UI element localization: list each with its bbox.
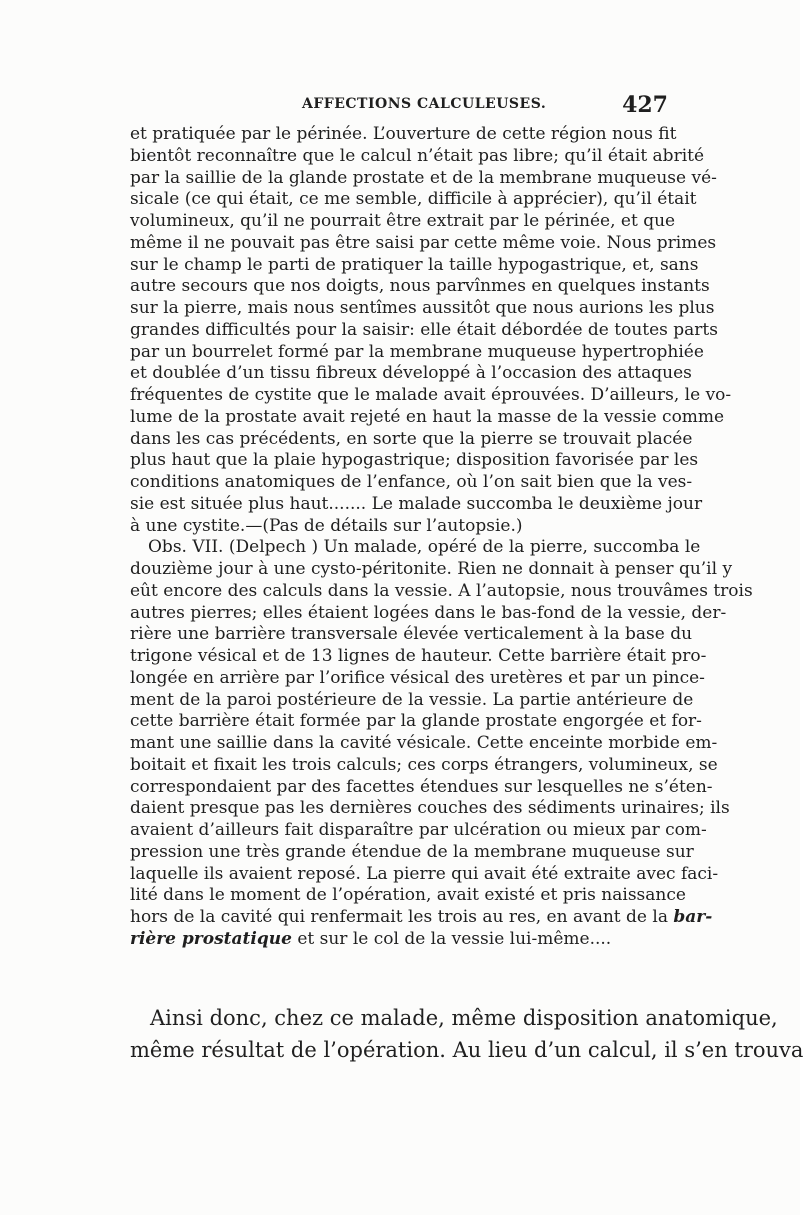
text-line: à une cystite.—(Pas de détails sur l’autopsie.): [130, 515, 523, 536]
text-line: sur le champ le parti de pratiquer la taille hypogastrique, et, sans: [130, 254, 699, 275]
observation-line: pression une très grande étendue de la membrane muqueuse sur: [130, 841, 694, 862]
text-line: volumineux, qu’il ne pourrait être extrait par le périnée, et que: [130, 211, 676, 231]
observation-line: Obs. VII. (Delpech ) Un malade, opéré de la pierre, succomba le: [148, 537, 701, 558]
text-line: autre secours que nos doigts, nous parvînmes en quelques instants: [130, 276, 710, 297]
observation-line: lité dans le moment de l’opération, avait existé et pris naissance: [130, 885, 686, 906]
text-line: plus haut que la plaie hypogastrique; disposition favorisée par les: [130, 450, 699, 471]
observation-line: mant une saillie dans la cavité vésicale. Cette enceinte morbide em-: [130, 733, 718, 753]
page-header: [130, 92, 670, 122]
text-line: sur la pierre, mais nous sentîmes aussitôt que nous aurions les plus: [130, 298, 715, 318]
text-line: et pratiquée par le périnée. L’ouverture de cette région nous fit: [130, 124, 677, 144]
conclusion-paragraph: [130, 1002, 803, 1066]
text-line: même il ne pouvait pas être saisi par cette même voie. Nous primes: [130, 232, 717, 253]
page-number: 427: [622, 92, 668, 118]
observation-line: trigone vésical et de 13 lignes de hauteur. Cette barrière était pro-: [130, 646, 707, 666]
text-line: par un bourrelet formé par la membrane muqueuse hypertrophiée: [130, 341, 704, 362]
observation-line: longée en arrière par l’orifice vésical des uretères et par un pince-: [130, 667, 705, 688]
observation-line: ment de la paroi postérieure de la vessie. La partie antérieure de: [130, 689, 694, 710]
main-text: [130, 124, 753, 951]
observation-line: autres pierres; elles étaient logées dans le bas-fond de la vessie, der-: [130, 602, 727, 623]
observation-last-line: [130, 929, 670, 951]
observation-tail: et sur le col de la vessie lui-même....: [291, 928, 612, 949]
italic-term-part-b: rière prostatique: [130, 928, 292, 949]
observation-line-with-italic: [130, 907, 713, 929]
text-line: sicale (ce qui était, ce me semble, difficile à apprécier), qu’il était: [130, 189, 697, 210]
text-line: et doublée d’un tissu fibreux développé à l’occasion des attaques: [130, 363, 692, 384]
text-line: lume de la prostate avait rejeté en haut la masse de la vessie comme: [130, 406, 725, 427]
text-line: par la saillie de la glande prostate et de la membrane muqueuse vé-: [130, 167, 717, 188]
observation-line: rière une barrière transversale élevée verticalement à la base du: [130, 624, 693, 645]
observation-line: correspondaient par des facettes étendues sur lesquelles ne s’éten-: [130, 776, 713, 797]
observation-line: cette barrière était formée par la glande prostate engorgée et for-: [130, 711, 702, 732]
observation-line: laquelle ils avaient reposé. La pierre qui avait été extraite avec faci-: [130, 863, 719, 884]
conclusion-line: même résultat de l’opération. Au lieu d’un calcul, il s’en trouva: [130, 1038, 803, 1062]
text-line: conditions anatomiques de l’enfance, où l’on sait bien que la ves-: [130, 472, 693, 492]
running-title: AFFECTIONS CALCULEUSES.: [302, 96, 547, 112]
observation-line: eût encore des calculs dans la vessie. A l’autopsie, nous trouvâmes trois: [130, 580, 753, 601]
text-line: grandes difficultés pour la saisir: elle était débordée de toutes parts: [130, 319, 718, 340]
italic-term-part-a: bar-: [673, 907, 713, 927]
observation-line-text: hors de la cavité qui renfermait les trois au res, en avant de la: [130, 907, 674, 927]
conclusion-line: Ainsi donc, chez ce malade, même disposition anatomique,: [150, 1006, 778, 1030]
text-line: sie est située plus haut....... Le malade succomba le deuxième jour: [130, 493, 703, 514]
observation-line: boitait et fixait les trois calculs; ces corps étrangers, volumineux, se: [130, 754, 718, 775]
text-line: fréquentes de cystite que le malade avait éprouvées. D’ailleurs, le vo-: [130, 385, 732, 405]
observation-line: douzième jour à une cysto-péritonite. Rien ne donnait à penser qu’il y: [130, 559, 733, 579]
observation-line: avaient d’ailleurs fait disparaître par ulcération ou mieux par com-: [130, 820, 707, 840]
observation-line: daient presque pas les dernières couches des sédiments urinaires; ils: [130, 798, 730, 819]
text-line: bientôt reconnaître que le calcul n’était pas libre; qu’il était abrité: [130, 145, 705, 166]
text-line: dans les cas précédents, en sorte que la pierre se trouvait placée: [130, 428, 693, 449]
